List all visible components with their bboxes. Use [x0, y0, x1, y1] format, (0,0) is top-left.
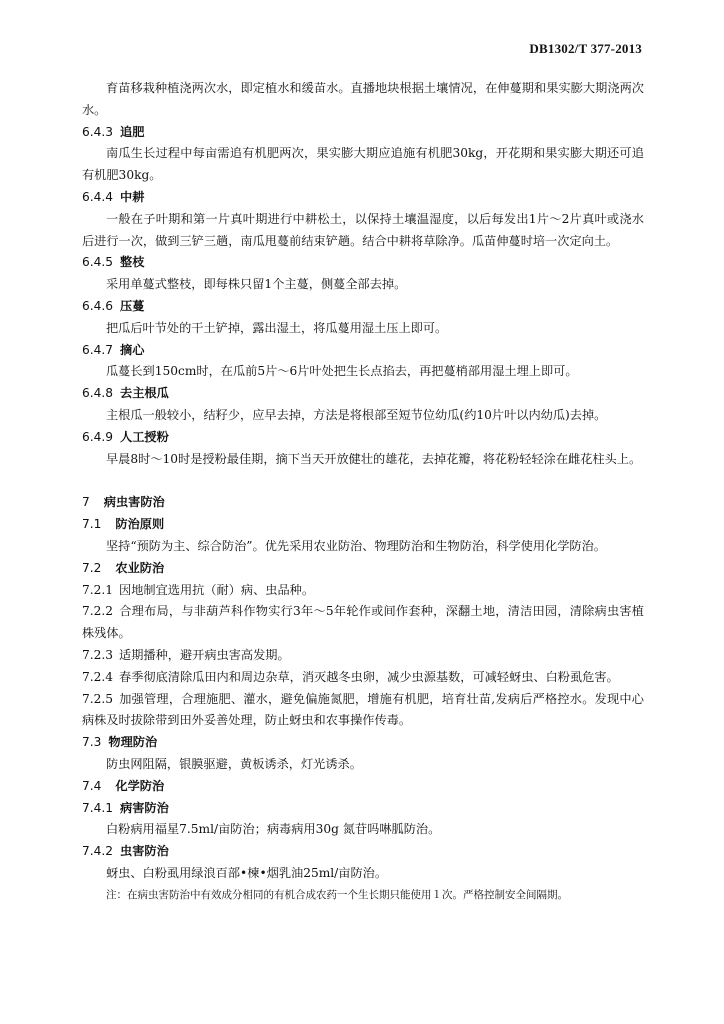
heading-6-4-5 [82, 252, 644, 274]
item-text: 因地制宜选用抗（耐）病、虫品种。 [119, 582, 315, 597]
paragraph-watering: 育苗移栽种植浇两次水，即定植水和缓苗水。直播地块根据土壤情况，在伸蔓期和果实膨大期浇两次水。 [82, 81, 644, 117]
item-number: 7.2.4 [82, 669, 114, 684]
section-number: 7.2 [82, 560, 102, 575]
section-number: 6.4.7 [82, 342, 114, 357]
section-title: 农业防治 [115, 560, 165, 575]
section-number: 7.4 [82, 778, 102, 793]
section-title: 病害防治 [120, 800, 169, 815]
item-text: 加强管理，合理施肥、灌水，避免偏施氮肥，增施有机肥，培育壮苗,发病后严格控水。发现中心病株及时拔除带到田外妥善处理，防止蚜虫和农事操作传毒。 [82, 691, 644, 728]
paragraph-7-4-2: 蚜虫、白粉虱用绿浪百部•楝•烟乳油25ml/亩防治。 [106, 865, 388, 880]
section-number: 6.4.8 [82, 386, 114, 401]
section-title: 中耕 [120, 189, 145, 204]
section-number: 6.4.3 [82, 124, 114, 139]
heading-7-4-1 [82, 798, 644, 820]
list-item-7-2-5 [82, 689, 644, 733]
section-number: 7.4.2 [82, 844, 114, 859]
section-title: 化学防治 [115, 778, 165, 793]
section-number: 7.3 [82, 735, 102, 750]
list-item-7-2-4 [82, 667, 644, 689]
heading-6-4-7 [82, 340, 644, 362]
item-text: 春季彻底清除瓜田内和周边杂草，消灭越冬虫卵，减少虫源基数，可减轻蚜虫、白粉虱危害。 [119, 669, 619, 684]
item-number: 7.2.5 [82, 691, 114, 706]
paragraph-7-4-1: 白粉病用福星7.5ml/亩防治；病毒病用30g 氮苷吗啉胍防治。 [106, 822, 441, 837]
section-title: 摘心 [120, 342, 145, 357]
heading-6-4-8 [82, 383, 644, 405]
item-text: 适期播种，避开病虫害高发期。 [119, 647, 290, 662]
section-title: 病虫害防治 [103, 495, 165, 510]
section-title: 防治原则 [115, 517, 165, 532]
paragraph-6-4-6: 把瓜后叶节处的干土铲掉，露出湿土，将瓜蔓用湿土压上即可。 [106, 320, 448, 335]
section-title: 追肥 [120, 124, 145, 139]
heading-6-4-4 [82, 187, 644, 209]
heading-7-4 [82, 776, 644, 798]
heading-6-4-3 [82, 122, 644, 144]
item-number: 7.2.1 [82, 582, 114, 597]
section-number: 7.1 [82, 517, 102, 532]
section-title: 去主根瓜 [120, 386, 169, 401]
section-title: 整枝 [120, 255, 145, 270]
section-number: 6.4.5 [82, 255, 114, 270]
heading-6-4-9 [82, 427, 644, 449]
section-number: 7 [82, 495, 90, 510]
paragraph-6-4-3: 南瓜生长过程中每亩需追有机肥两次，果实膨大期应追施有机肥30kg，开花期和果实膨大期还可追有机肥30kg。 [82, 146, 644, 183]
heading-7-2 [82, 558, 644, 580]
paragraph-6-4-5: 采用单蔓式整枝，即每株只留1个主蔓，侧蔓全部去掉。 [106, 277, 407, 292]
heading-7 [82, 492, 644, 514]
section-number: 6.4.6 [82, 298, 114, 313]
section-number: 7.4.1 [82, 800, 114, 815]
section-number: 6.4.4 [82, 189, 114, 204]
heading-7-3 [82, 732, 644, 754]
paragraph-7-3: 防虫网阻隔，银膜驱避，黄板诱杀，灯光诱杀。 [106, 756, 362, 771]
item-number: 7.2.3 [82, 647, 114, 662]
paragraph-6-4-9: 早晨8时～10时是授粉最佳期，摘下当天开放健壮的雄花，去掉花瓣，将花粉轻轻涂在雌花柱头上。 [106, 451, 642, 466]
section-title: 物理防治 [108, 735, 158, 750]
list-item-7-2-2 [82, 601, 644, 645]
heading-7-4-2 [82, 841, 644, 863]
heading-7-1 [82, 514, 644, 536]
paragraph-7-1: 坚持“预防为主、综合防治”。优先采用农业防治、物理防治和生物防治，科学使用化学防治。 [106, 538, 606, 553]
item-text: 合理布局，与非葫芦科作物实行3年～5年轮作或间作套种，深翻土地，清洁田园，清除病虫害植株残体。 [82, 604, 644, 641]
heading-6-4-6 [82, 296, 644, 318]
section-title: 人工授粉 [120, 429, 169, 444]
item-number: 7.2.2 [82, 604, 114, 619]
note: 注：在病虫害防治中有效成分相同的有机合成农药一个生长期只能使用１次。严格控制安全间隔期。 [106, 888, 568, 901]
paragraph-6-4-4: 一般在子叶期和第一片真叶期进行中耕松土，以保持土壤温湿度，以后每发出1片～2片真叶或浇水后进行一次，做到三铲三趟，南瓜甩蔓前结束铲趟。结合中耕将草除净。瓜苗伸蔓时培一次定向土。 [82, 211, 644, 248]
paragraph-6-4-8: 主根瓜一般较小，结籽少，应早去掉，方法是将根部至短节位幼瓜(约10片叶以内幼瓜)去掉。 [106, 407, 607, 422]
list-item-7-2-1 [82, 580, 644, 602]
document-code: DB1302/T 377-2013 [529, 41, 642, 56]
section-number: 6.4.9 [82, 429, 114, 444]
section-title: 虫害防治 [120, 844, 169, 859]
paragraph-6-4-7: 瓜蔓长到150cm时，在瓜前5片～6片叶处把生长点掐去，再把蔓梢部用湿土埋上即可。 [106, 364, 578, 379]
list-item-7-2-3 [82, 645, 644, 667]
document-body [82, 78, 644, 905]
section-title: 压蔓 [120, 298, 145, 313]
